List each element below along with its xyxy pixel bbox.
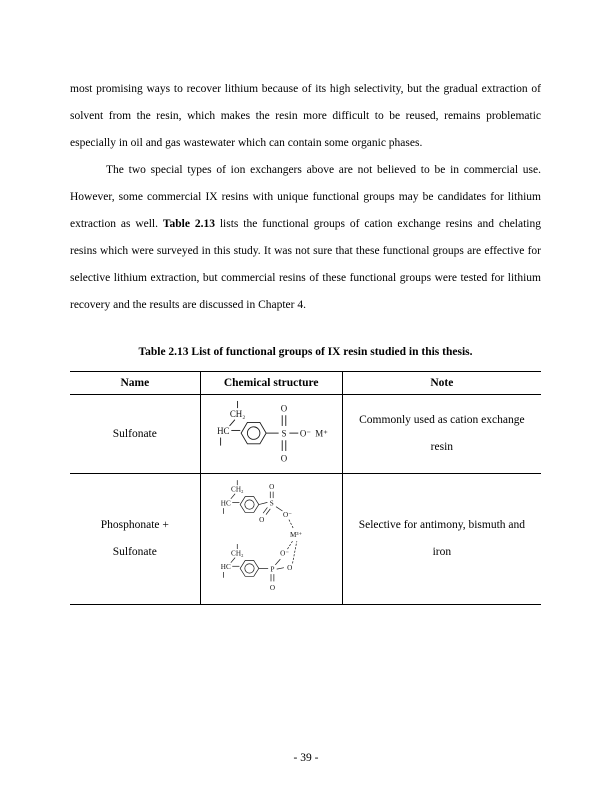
atom-label-o: O bbox=[270, 583, 276, 592]
benzene-ring-circle bbox=[247, 427, 260, 440]
atom-label-o-minus: O⁻ bbox=[299, 428, 311, 439]
atom-label-o: O bbox=[269, 482, 275, 491]
p-o-single-bond bbox=[277, 568, 284, 569]
atom-label-p: P bbox=[270, 565, 275, 574]
benzene-ring bbox=[240, 497, 259, 513]
paragraph-1: most promising ways to recover lithium because of its high selectivity, but the gradual extraction of solvent from the resin, which makes the resin more difficult to be reused, remains problematic especially in oil and gas wastewater which can contain some organic phases. bbox=[70, 83, 541, 149]
benzene-ring bbox=[240, 561, 259, 577]
sulfonate-structure-diagram bbox=[209, 399, 334, 469]
note-cell-sulfonate bbox=[342, 395, 541, 474]
name-cell-phosphonate-sulfonate bbox=[70, 474, 200, 605]
atom-label-hc: HC bbox=[220, 563, 231, 572]
atom-label-s: S bbox=[269, 499, 274, 508]
s-o-double-bond bbox=[263, 507, 267, 513]
paragraph-2-text: The two special types of ion exchangers above are not believed to be in commercial use. However, some commercial IX resins with unique functional groups may be candidates for lithium extraction as well. bbox=[70, 164, 541, 230]
atom-label-o-minus: O⁻ bbox=[283, 510, 293, 519]
phosphonate-sulfonate-structure-diagram bbox=[217, 478, 325, 600]
table-row-phosphonate-sulfonate bbox=[70, 474, 541, 605]
paragraph-2-text-cont: lists the functional groups of cation exchange resins and chelating resins which were surveyed in this study. It was not sure that these functional groups are effective for selective lithium extraction, but commercial resins of these functional groups were tested for lithium recovery and the results are discussed in Chapter 4. bbox=[70, 218, 541, 311]
backbone-bond bbox=[231, 494, 235, 499]
atom-label-o: O bbox=[280, 403, 287, 414]
table-header-row bbox=[70, 372, 541, 395]
backbone-bond bbox=[229, 420, 234, 426]
name-text: Phosphonate + Sulfonate bbox=[100, 519, 169, 558]
benzene-ring bbox=[241, 422, 266, 443]
atom-label-s: S bbox=[281, 428, 287, 439]
functional-groups-table bbox=[70, 371, 541, 605]
page-number: - 39 - bbox=[293, 752, 319, 764]
header-name: Name bbox=[70, 372, 200, 395]
atom-label-m-plus: M⁺ bbox=[314, 428, 328, 439]
atom-label-hc: HC bbox=[216, 426, 230, 436]
note-cell-phosphonate-sulfonate bbox=[342, 474, 541, 605]
coordination-bond bbox=[289, 520, 293, 529]
atom-label-o: O bbox=[287, 563, 293, 572]
benzene-ring-circle bbox=[245, 500, 254, 509]
structure-cell-phosphonate-sulfonate bbox=[200, 474, 342, 605]
p-o-single-bond bbox=[275, 559, 280, 565]
header-chemical-structure: Chemical structure bbox=[200, 372, 342, 395]
atom-label-ch2: CH₂ bbox=[229, 409, 245, 420]
paragraph-2 bbox=[70, 157, 541, 319]
table-caption: Table 2.13 List of functional groups of IX resin studied in this thesis. bbox=[138, 346, 473, 358]
note-text: Commonly used as cation exchange resin bbox=[359, 414, 525, 453]
coordination-bond bbox=[288, 541, 293, 549]
atom-label-hc: HC bbox=[220, 499, 231, 508]
s-o-double-bond bbox=[266, 509, 270, 515]
atom-label-o: O bbox=[259, 515, 265, 524]
s-o-single-bond bbox=[276, 507, 282, 511]
structure-cell-sulfonate bbox=[200, 395, 342, 474]
name-cell-sulfonate: Sulfonate bbox=[70, 395, 200, 474]
note-text: Selective for antimony, bismuth and iron bbox=[358, 519, 525, 558]
atom-label-ch2: CH₂ bbox=[231, 485, 244, 494]
ring-s-bond bbox=[259, 502, 268, 504]
atom-label-ch2: CH₂ bbox=[231, 549, 244, 558]
atom-label-o-minus: O⁻ bbox=[280, 549, 290, 558]
backbone-bond bbox=[231, 558, 235, 563]
coordination-bond bbox=[293, 541, 297, 563]
atom-label-m3-plus: M³⁺ bbox=[290, 530, 303, 539]
benzene-ring-circle bbox=[245, 564, 254, 573]
header-note: Note bbox=[342, 372, 541, 395]
table-reference-bold: Table 2.13 bbox=[162, 218, 215, 230]
table-row-sulfonate bbox=[70, 395, 541, 474]
content-area bbox=[70, 76, 541, 605]
atom-label-o: O bbox=[280, 453, 287, 464]
